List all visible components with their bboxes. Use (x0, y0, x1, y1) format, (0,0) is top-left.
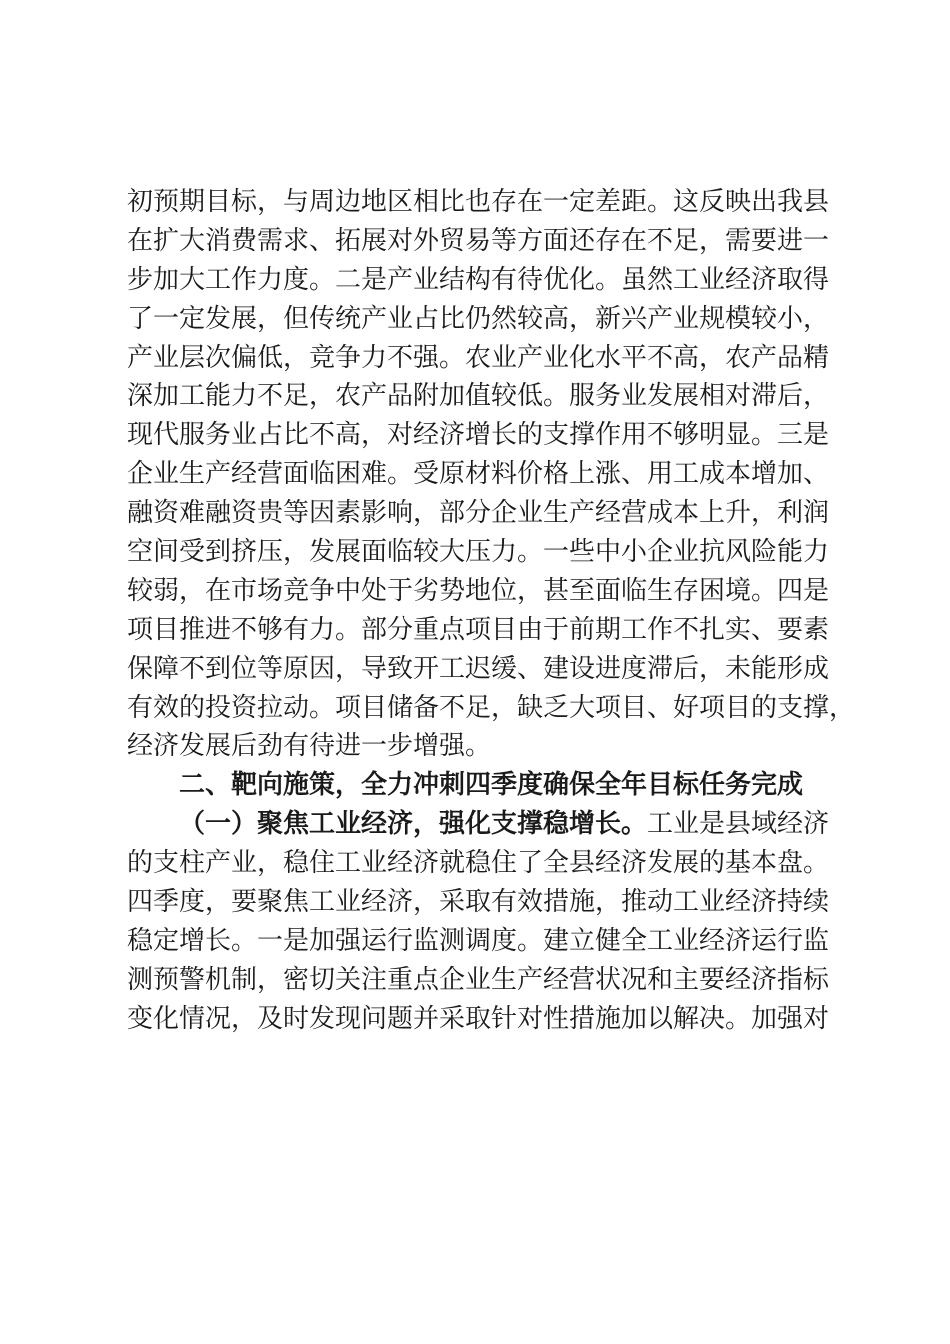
subsection-title: （一）聚焦工业经济，强化支撑稳增长。 (179, 809, 648, 840)
text-line: 较弱，在市场竞争中处于劣势地位，甚至面临生存困境。四是 (127, 575, 830, 606)
subsection-first-line (127, 805, 847, 844)
text-line: 企业生产经营面临困难。受原材料价格上涨、用工成本增加、 (127, 459, 830, 490)
text-line: 保障不到位等原因，导致开工迟缓、建设进度滞后，未能形成 (127, 653, 830, 684)
text-line: 产业层次偏低，竞争力不强。农业产业化水平不高，农产品精 (127, 342, 830, 373)
text-line: 融资难融资贵等因素影响，部分企业生产经营成本上升，利润 (127, 498, 830, 529)
text-line: 现代服务业占比不高，对经济增长的支撑作用不够明显。三是 (127, 420, 830, 451)
text-line: 变化情况，及时发现问题并采取针对性措施加以解决。加强对 (127, 1003, 830, 1034)
subsection-first-line-text: 工业是县域经济 (647, 809, 830, 840)
text-line: 初预期目标，与周边地区相比也存在一定差距。这反映出我县 (127, 187, 830, 217)
text-line: 步加大工作力度。二是产业结构有待优化。虽然工业经济取得 (127, 264, 830, 295)
text-line: 经济发展后劲有待进一步增强。 (127, 731, 492, 762)
text-line: 了一定发展，但传统产业占比仍然较高，新兴产业规模较小， (127, 303, 830, 334)
section-heading: 二、靶向施策，全力冲刺四季度确保全年目标任务完成 (179, 770, 804, 801)
text-line: 四季度，要聚焦工业经济，采取有效措施，推动工业经济持续 (127, 887, 830, 918)
body-text (127, 183, 856, 1039)
text-line: 有效的投资拉动。项目储备不足，缺乏大项目、好项目的支撑， (127, 692, 856, 723)
text-line: 测预警机制，密切关注重点企业生产经营状况和主要经济指标 (127, 964, 830, 995)
text-line: 深加工能力不足，农产品附加值较低。服务业发展相对滞后， (127, 381, 830, 412)
text-line: 在扩大消费需求、拓展对外贸易等方面还存在不足，需要进一 (127, 225, 830, 256)
text-line: 的支柱产业，稳住工业经济就稳住了全县经济发展的基本盘。 (127, 848, 830, 879)
text-line: 稳定增长。一是加强运行监测调度。建立健全工业经济运行监 (127, 925, 830, 956)
text-line: 空间受到挤压，发展面临较大压力。一些中小企业抗风险能力 (127, 537, 830, 568)
text-line: 项目推进不够有力。部分重点项目由于前期工作不扎实、要素 (127, 614, 830, 645)
